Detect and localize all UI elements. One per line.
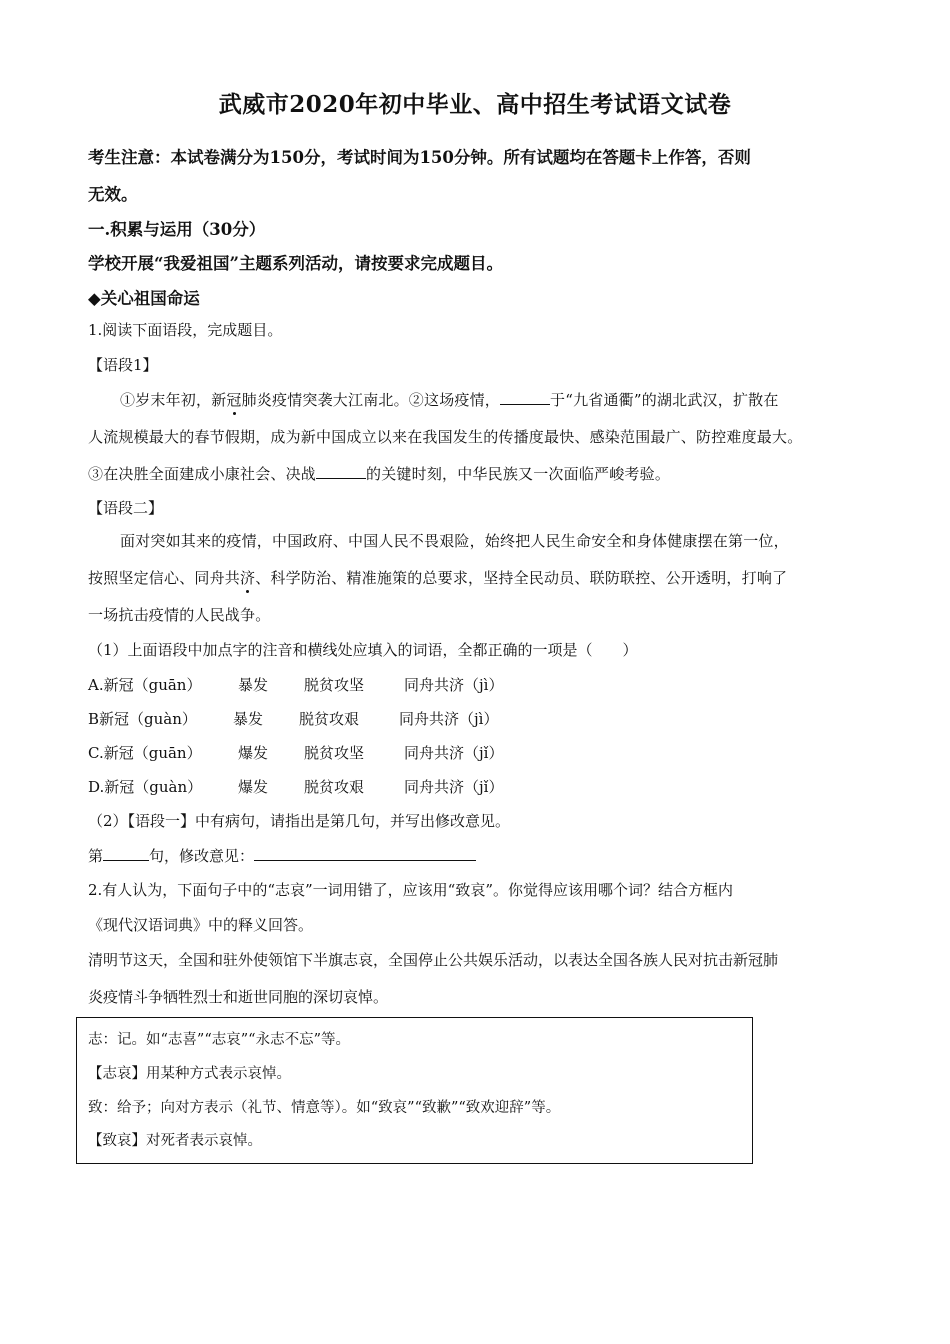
- option-c[interactable]: [88, 742, 503, 763]
- fill-blank-1[interactable]: [500, 389, 550, 405]
- question-1-prompt: 1.阅读下面语段，完成题目。: [88, 321, 283, 339]
- sub-question-1: （1）上面语段中加点字的注音和横线处应填入的词语，全都正确的一项是（ ）: [88, 641, 638, 659]
- question-2-sentence-1: 清明节这天，全国和驻外使领馆下半旗志哀，全国停止公共娱乐活动，以表达全国各族人民对抗击新冠肺: [88, 951, 779, 969]
- segment-1-text: ①岁末年初，新: [120, 391, 227, 409]
- option-d-pinyin: D.新冠（guàn）: [88, 778, 203, 796]
- notice-line-2: 无效。: [88, 185, 138, 204]
- revision-blank[interactable]: [254, 845, 476, 861]
- option-a-pinyin: A.新冠（guān）: [88, 676, 202, 694]
- option-d[interactable]: [88, 776, 503, 797]
- option-a-word-1: 暴发: [238, 676, 269, 694]
- option-d-word-3: 同舟共济（jǐ）: [404, 778, 504, 796]
- option-c-word-3: 同舟共济（jǐ）: [404, 744, 504, 762]
- option-d-word-1: 爆发: [238, 778, 269, 796]
- option-a-word-2: 脱贫攻坚: [304, 676, 365, 694]
- segment-1-line-2: 人流规模最大的春节假期，成为新中国成立以来在我国发生的传播度最快、感染范围最广、防控难度最大。: [88, 428, 803, 446]
- dictionary-definition-box: [76, 1017, 753, 1164]
- option-d-word-2: 脱贫攻艰: [304, 778, 365, 796]
- question-2-line-2: 《现代汉语词典》中的释义回答。: [88, 916, 314, 934]
- segment-2-line-3: 一场抗击疫情的人民战争。: [88, 606, 271, 624]
- definition-zhi: 志：记。如“志喜”“志哀”“永志不忘”等。: [88, 1032, 350, 1048]
- question-2-sentence-2: 炎疫情斗争牺牲烈士和逝世同胞的深切哀悼。: [88, 988, 389, 1006]
- option-c-word-1: 爆发: [238, 744, 269, 762]
- option-c-pinyin: C.新冠（guān）: [88, 744, 202, 762]
- segment-1-line-1: [120, 389, 779, 410]
- segment-2-line-2: [88, 567, 787, 588]
- answer-line: [88, 845, 476, 866]
- answer-label: 第: [88, 847, 104, 865]
- sentence-number-blank[interactable]: [103, 845, 149, 861]
- option-b-word-1: 暴发: [233, 710, 264, 728]
- dotted-character: 济: [240, 569, 256, 587]
- segment-1-text: 肺炎疫情突袭大江南北。②这场疫情，: [241, 391, 501, 409]
- dotted-character: 冠: [226, 391, 242, 409]
- section-subheading: ◆关心祖国命运: [88, 289, 200, 308]
- option-b[interactable]: [88, 708, 498, 729]
- option-a-word-3: 同舟共济（jì）: [404, 676, 504, 694]
- segment-1-text: 于“九省通衢”的湖北武汉，扩散在: [550, 391, 779, 409]
- segment-2-text: 、科学防治、精准施策的总要求，坚持全民动员、联防联控、公开透明，打响了: [255, 569, 788, 587]
- answer-label: 句，修改意见：: [149, 847, 255, 865]
- notice-line-1: 考生注意：本试卷满分为150分，考试时间为150分钟。所有试题均在答题卡上作答，否则: [88, 148, 751, 167]
- sub-question-2: （2）【语段一】中有病句，请指出是第几句，并写出修改意见。: [88, 812, 511, 830]
- segment-1-line-3: [88, 463, 670, 484]
- definition-zhiai-1: 【志哀】用某种方式表示哀悼。: [88, 1066, 291, 1082]
- definition-zhi-2: 致：给予；向对方表示（礼节、情意等）。如“致哀”“致歉”“致欢迎辞”等。: [88, 1100, 561, 1116]
- fill-blank-2[interactable]: [316, 463, 366, 479]
- question-2-line-1: 2.有人认为，下面句子中的“志哀”一词用错了，应该用“致哀”。你觉得应该用哪个词？结合方框内: [88, 881, 733, 899]
- segment-2-line-1: 面对突如其来的疫情，中国政府、中国人民不畏艰险，始终把人民生命安全和身体健康摆在第一位，: [120, 532, 789, 550]
- option-b-word-3: 同舟共济（jì）: [399, 710, 499, 728]
- segment-2-label: 【语段二】: [88, 499, 164, 517]
- option-a[interactable]: [88, 674, 503, 695]
- segment-1-label: 【语段1】: [88, 356, 158, 374]
- section-intro: 学校开展“我爱祖国”主题系列活动，请按要求完成题目。: [88, 254, 503, 273]
- segment-1-text: ③在决胜全面建成小康社会、决战: [88, 465, 317, 483]
- section-heading: 一.积累与运用（30分）: [88, 220, 266, 239]
- segment-1-text: 的关键时刻，中华民族又一次面临严峻考验。: [366, 465, 671, 483]
- option-b-pinyin: B新冠（guàn）: [88, 710, 197, 728]
- definition-zhiai-2: 【致哀】对死者表示哀悼。: [88, 1133, 262, 1149]
- segment-2-text: 按照坚定信心、同舟共: [88, 569, 241, 587]
- option-b-word-2: 脱贫攻艰: [299, 710, 360, 728]
- option-c-word-2: 脱贫攻坚: [304, 744, 365, 762]
- page-title: 武威市2020年初中毕业、高中招生考试语文试卷: [218, 91, 732, 118]
